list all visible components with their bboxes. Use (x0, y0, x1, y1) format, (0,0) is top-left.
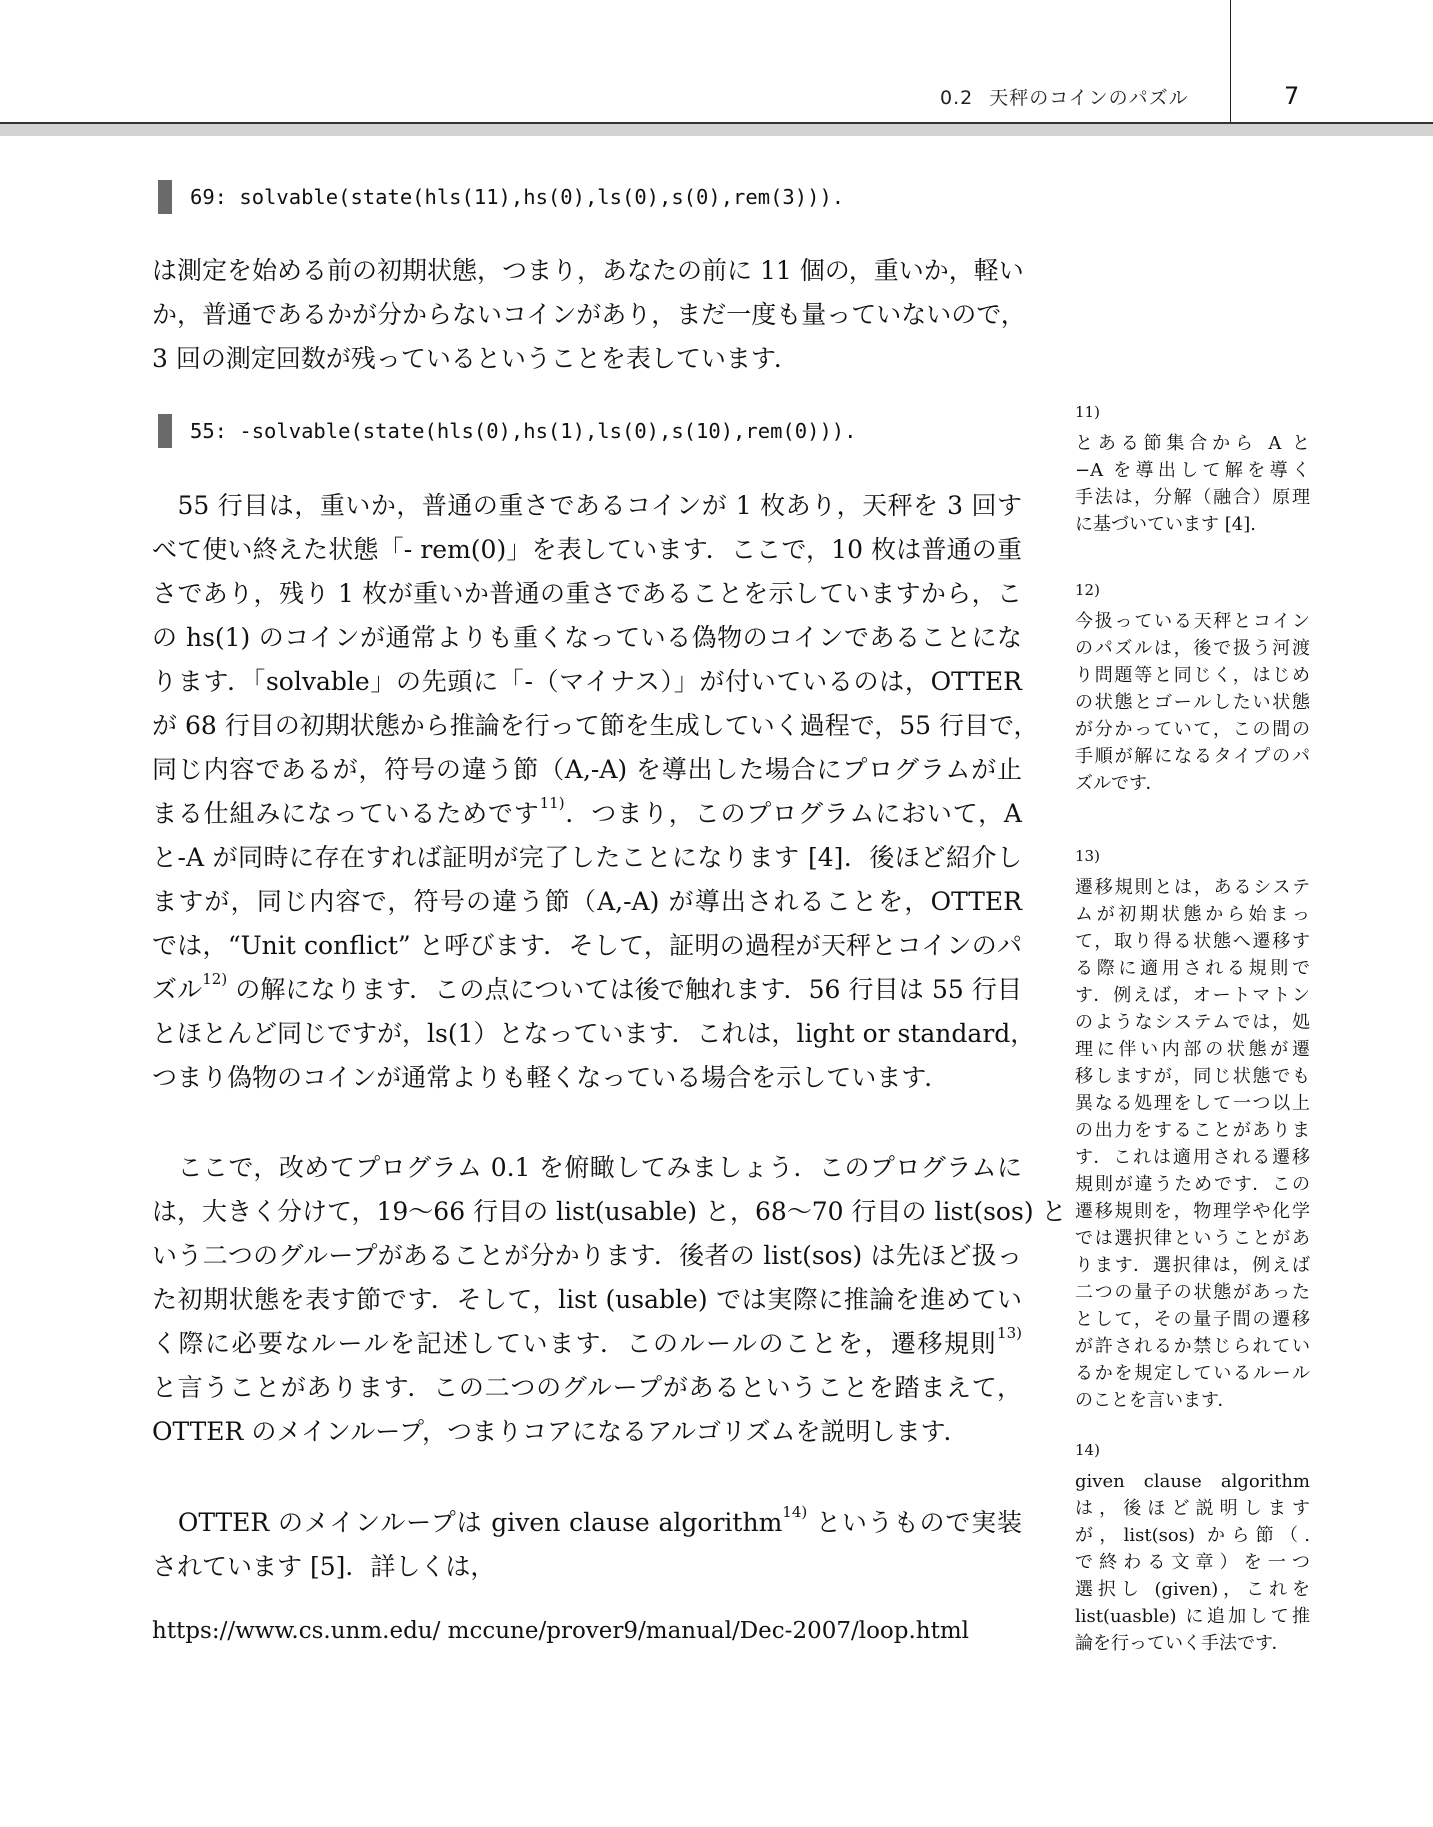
text-line: ますが，同じ内容で，符号の違う節（A,-A) が導出されることを，OTTER (152, 887, 1022, 916)
footnote-ref: 14) (782, 1503, 808, 1521)
note-line: list(uasble) に追加して推 (1075, 1606, 1310, 1627)
text-line (152, 1501, 1022, 1545)
note-line: 異なる処理をして一つ以上 (1075, 1093, 1310, 1114)
text-line: た初期状態を表す節です．そして，list (usable) では実際に推論を進めてい (152, 1285, 1022, 1314)
text-line: つまり偽物のコインが通常よりも軽くなっている場合を示しています． (152, 1063, 950, 1092)
note-line: 論を行っていく手法です． (1075, 1633, 1290, 1654)
note-line: 規則が違うためです．この (1075, 1174, 1310, 1195)
text-line: ります．「solvable」の先頭に「-（マイナス）」が付いているのは，OTTER (152, 667, 1022, 696)
note-number: 13) (1075, 847, 1100, 865)
note-line: 移しますが，同じ状態でも (1075, 1066, 1310, 1087)
code-text: 55: -solvable(state(hls(0),hs(1),ls(0),s(10),rem(0))). (190, 419, 857, 443)
text-fragment: ズル (152, 975, 203, 1004)
text-line: は測定を始める前の初期状態，つまり，あなたの前に 11 個の，重いか，軽い (152, 256, 1024, 285)
note-line: ります．選択律は，例えば (1075, 1255, 1310, 1276)
note-line: 理に伴い内部の状態が遷 (1075, 1039, 1310, 1060)
text-line: とほとんど同じですが，ls(1）となっています．これは，light or standard， (152, 1019, 1036, 1048)
text-line: いう二つのグループがあることが分かります．後者の list(sos) は先ほど扱っ (152, 1241, 1022, 1270)
note-line: が許されるか禁じられてい (1075, 1336, 1310, 1357)
text-fragment: OTTER のメインループは given clause algorithm (152, 1508, 783, 1537)
note-line: す．例えば，オートマトン (1075, 985, 1310, 1006)
note-line: り問題等と同じく，はじめ (1075, 665, 1310, 686)
text-line (152, 792, 1022, 836)
note-line: では選択律ということがあ (1075, 1228, 1310, 1249)
note-number: 14) (1075, 1441, 1100, 1459)
footnote-ref: 13) (997, 1324, 1022, 1342)
note-line: る際に適用される規則で (1075, 958, 1310, 979)
code-line (158, 180, 844, 214)
text-line: が 68 行目の初期状態から推論を行って節を生成していく過程で，55 行目で， (152, 711, 1039, 740)
text-fragment: く際に必要なルールを記述しています．このルールのことを，遷移規則 (152, 1329, 998, 1358)
footnote-ref: 12) (202, 970, 228, 988)
note-line: 手順が解になるタイプのパ (1075, 746, 1310, 767)
note-line: のパズルは，後で扱う河渡 (1075, 638, 1310, 659)
note-line: す．これは適用される遷移 (1075, 1147, 1310, 1168)
text-line: べて使い終えた状態「- rem(0)」を表しています．ここで，10 枚は普通の重 (152, 535, 1022, 564)
text-line: 同じ内容であるが，符号の違う節（A,-A) を導出した場合にプログラムが止 (152, 755, 1022, 784)
note-line: 遷移規則を，物理学や化学 (1075, 1201, 1310, 1222)
text-line (152, 1322, 1022, 1366)
note-line: ズルです． (1075, 773, 1164, 794)
reference-url[interactable]: https://www.cs.unm.edu/ mccune/prover9/manual/Dec-2007/loop.html (152, 1618, 970, 1644)
note-line: 二つの量子の状態があった (1075, 1282, 1310, 1303)
text-line: ここで，改めてプログラム 0.1 を俯瞰してみましょう．このプログラムに (152, 1153, 1022, 1182)
paragraph (152, 1501, 1022, 1589)
note-line: 遷移規則とは，あるシステ (1075, 877, 1310, 898)
note-line: として，その量子間の遷移 (1075, 1309, 1310, 1330)
text-line: OTTER のメインループ，つまりコアになるアルゴリズムを説明します． (152, 1417, 969, 1446)
margin-note (1075, 1440, 1310, 1657)
text-line: されています [5]．詳しくは， (152, 1552, 496, 1581)
note-line: とある節集合から A と (1075, 433, 1310, 454)
text-line: 55 行目は，重いか，普通の重さであるコインが 1 枚あり，天秤を 3 回す (152, 491, 1022, 520)
header-vertical-rule (1230, 0, 1231, 122)
header-band (0, 124, 1433, 136)
text-line: と言うことがあります．この二つのグループがあるということを踏まえて， (152, 1373, 1022, 1402)
text-line: では，“Unit conflict” と呼びます．そして，証明の過程が天秤とコインのパ (152, 931, 1022, 960)
note-line: の状態とゴールしたい状態 (1075, 692, 1310, 713)
margin-note (1075, 580, 1310, 797)
text-fragment: というもので実装 (807, 1508, 1022, 1537)
paragraph (152, 1146, 1067, 1454)
margin-note (1075, 846, 1310, 1414)
note-line: に基づいています [4]. (1075, 514, 1256, 535)
note-line: て，取り得る状態へ遷移す (1075, 931, 1310, 952)
text-fragment: まる仕組みになっているためです (152, 799, 540, 828)
header-section-title: 天秤のコインのパズル (989, 87, 1189, 109)
note-line: のようなシステムでは，処 (1075, 1012, 1310, 1033)
note-line: 選択し (given)，これを (1075, 1579, 1310, 1600)
paragraph (152, 484, 1039, 1100)
footnote-ref: 11) (539, 794, 565, 812)
note-number: 12) (1075, 581, 1100, 599)
note-line: が，list(sos) から節（. (1075, 1525, 1310, 1546)
note-line: 手法は，分解（融合）原理 (1075, 487, 1310, 508)
text-line: さであり，残り 1 枚が重いか普通の重さであることを示していますから，こ (152, 579, 1022, 608)
header-section-number: 0.2 (940, 87, 974, 109)
page-number: 7 (1284, 82, 1300, 110)
note-line: は，後ほど説明します (1075, 1498, 1310, 1519)
text-line: 3 回の測定回数が残っているということを表しています． (152, 344, 799, 373)
text-line: の hs(1) のコインが通常よりも重くなっている偽物のコインであることにな (152, 623, 1022, 652)
text-line: と-A が同時に存在すれば証明が完了したことになります [4]．後ほど紹介し (152, 843, 1022, 872)
note-line: given clause algorithm (1075, 1471, 1310, 1492)
code-marker-bar (158, 414, 172, 448)
text-fragment: の解になります．この点については後で触れます．56 行目は 55 行目 (227, 975, 1022, 1004)
paragraph (152, 249, 1026, 381)
text-line: は，大きく分けて，19〜66 行目の list(usable) と，68〜70 行目の list(sos) と (152, 1197, 1067, 1226)
note-line: 今扱っている天秤とコイン (1075, 611, 1310, 632)
code-marker-bar (158, 180, 172, 214)
code-text: 69: solvable(state(hls(11),hs(0),ls(0),s(0),rem(3))). (190, 185, 845, 209)
margin-note (1075, 402, 1310, 538)
note-line: で終わる文章）を一つ (1075, 1552, 1310, 1573)
text-line: か，普通であるかが分からないコインがあり，まだ一度も量っていないので， (152, 300, 1026, 329)
running-header (940, 83, 1189, 110)
note-line: るかを規定しているルール (1075, 1363, 1310, 1384)
text-fragment: ．つまり，このプログラムにおいて，A (564, 799, 1022, 828)
note-line: ムが初期状態から始まっ (1075, 904, 1310, 925)
note-number: 11) (1075, 403, 1100, 421)
note-line: のことを言います． (1075, 1390, 1236, 1411)
text-line (152, 968, 1022, 1012)
note-line: −A を導出して解を導く (1075, 460, 1310, 481)
code-line (158, 414, 856, 448)
note-line: が分かっていて，この間の (1075, 719, 1310, 740)
note-line: の出力をすることがありま (1075, 1120, 1310, 1141)
